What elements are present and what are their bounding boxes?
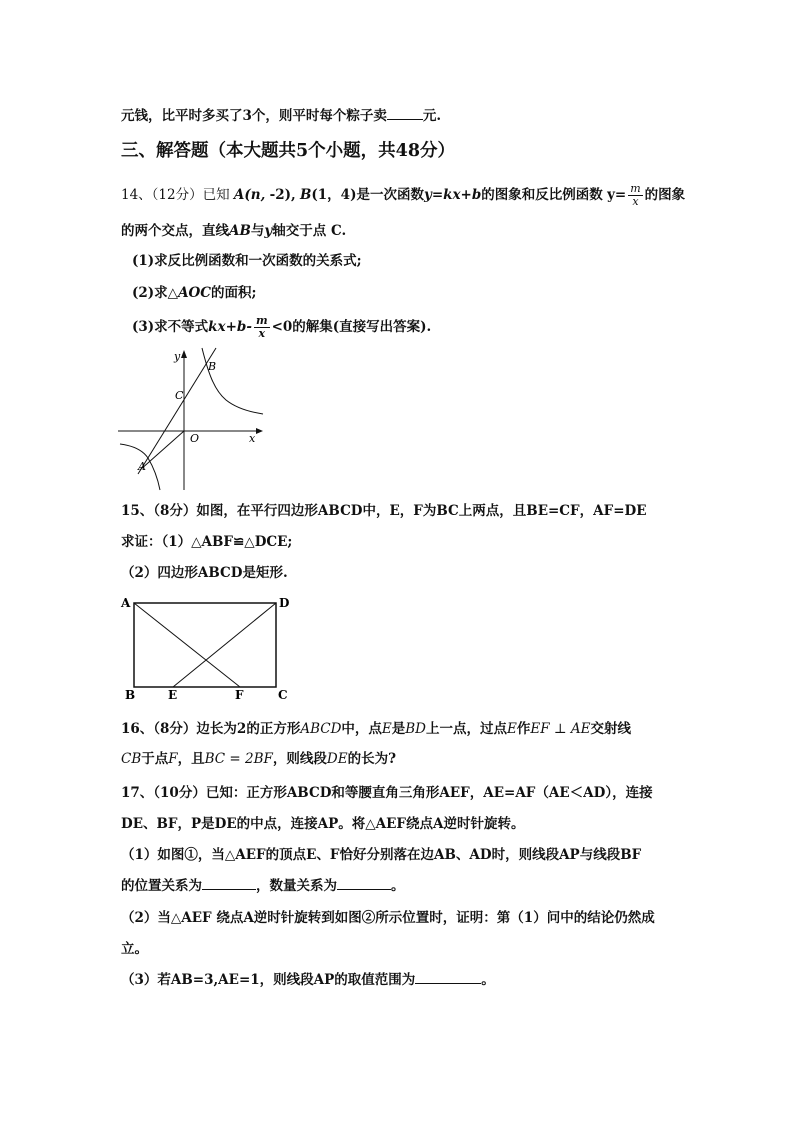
q15-line3: （2）四边形ABCD是矩形. (121, 565, 288, 581)
fraction-numerator: m (255, 314, 268, 327)
q14-line2 (121, 219, 346, 239)
answer-blank (387, 105, 423, 120)
y-axis-arrow (181, 350, 187, 358)
q14-linear-func: y=kx+b (423, 187, 482, 203)
q14-part1: (1)求反比例函数和一次函数的关系式; (132, 253, 362, 269)
q14-line2-b: 与 (250, 223, 265, 239)
q14-y-axis: y (264, 223, 273, 239)
q14-line1 (121, 183, 685, 208)
q16-point-e: E (381, 721, 392, 737)
q17-line3: （1）如图①，当△AEF的顶点E、F恰好分别落在边AB、AD时，则线段AP与线段BF (121, 847, 642, 863)
q17-line4-a: 的位置关系为 (121, 878, 202, 894)
q17-line7-b: 。 (481, 972, 495, 988)
q14-part3 (132, 315, 431, 340)
label-d: D (279, 596, 290, 610)
q14-line-ab: AB (229, 223, 251, 239)
q16-cb: CB (121, 751, 142, 767)
q16-l1-a: 16、（8分）边长为2的正方形 (121, 721, 301, 737)
label-b: B (208, 360, 217, 373)
q16-l1-e: 作 (516, 721, 531, 737)
continuation-line (121, 104, 441, 124)
q14-part3-a: (3)求不等式 (132, 319, 209, 335)
continuation-tail: 元. (422, 108, 442, 124)
q16-line1 (121, 717, 631, 737)
q16-l1-d: 上一点，过点 (426, 721, 508, 737)
q14-number: 14、（12分）已知 (121, 187, 230, 203)
answer-blank (202, 875, 256, 890)
q14-part3-fraction (254, 315, 270, 340)
q16-de: DE (326, 751, 348, 767)
label-c: C (278, 688, 288, 702)
q17-line7-a: （3）若AB=3,AE=1，则线段AP的取值范围为 (121, 972, 416, 988)
label-c: C (175, 389, 184, 402)
q16-l1-f: 交射线 (590, 721, 631, 737)
q14-point-a: A(n, (233, 187, 266, 203)
q16-perp: EF ⊥ AE (530, 721, 591, 737)
q14-mid-text: 的图象和反比例函数 (481, 187, 603, 203)
fraction-numerator: m (630, 182, 641, 195)
q15-rectangle-figure (118, 592, 298, 704)
section-title: 三、解答题（本大题共5个小题，共48分） (121, 141, 456, 161)
label-a: A (121, 596, 131, 610)
q14-part3-b: <0的解集(直接写出答案). (271, 319, 432, 335)
rectangle-abcd (134, 603, 276, 687)
label-x: x (249, 432, 256, 445)
label-b: B (125, 688, 136, 702)
q14-part3-expr: kx+b- (208, 319, 252, 335)
q14-line2-a: 的两个交点，直线 (121, 223, 229, 239)
q16-l1-b: 中，点 (341, 721, 382, 737)
q17-line5: （2）当△AEF 绕点A逆时针旋转到如图②所示位置时，证明：第（1）问中的结论仍然成 (121, 910, 655, 926)
q17-line4-c: 。 (391, 878, 405, 894)
q16-line2 (121, 747, 396, 767)
q16-abcd: ABCD (300, 721, 342, 737)
q16-l2-d: 的长为? (347, 751, 397, 767)
line-ab (138, 348, 216, 474)
q14-fraction (628, 183, 642, 208)
label-f: F (235, 688, 244, 702)
q16-point-f: F (168, 751, 178, 767)
q16-eq: BC = 2BF (204, 751, 273, 767)
q14-point-a-coord: -2), (269, 187, 296, 203)
continuation-text: 元钱，比平时多买了3个，则平时每个粽子卖 (121, 108, 387, 124)
fraction-denominator: x (258, 327, 266, 340)
q17-line6: 立。 (121, 941, 148, 957)
q14-part2 (132, 281, 257, 301)
hyperbola-branch-1 (202, 348, 263, 414)
label-o: O (190, 432, 200, 445)
label-y: y (174, 350, 181, 363)
q14-part2-a: (2)求△ (132, 285, 179, 301)
q14-part2-b: 的面积; (211, 285, 257, 301)
q14-line2-c: 轴交于点 C. (272, 223, 347, 239)
fraction-denominator: x (632, 195, 639, 208)
label-a: A (138, 460, 146, 473)
q16-bd: BD (405, 721, 427, 737)
q17-line1: 17、（10分）已知：正方形ABCD和等腰直角三角形AEF，AE=AF（AE＜AD），连接 (121, 785, 653, 801)
answer-blank (415, 969, 481, 984)
answer-blank (337, 875, 391, 890)
q17-line4 (121, 874, 405, 894)
q15-line1: 15、（8分）如图，在平行四边形ABCD中，E，F为BC上两点，且BE=CF，AF=DE (121, 503, 647, 519)
line-ao (140, 431, 184, 470)
q14-graph-figure (118, 342, 268, 492)
q17-line4-b: ，数量关系为 (256, 878, 337, 894)
q16-point-e2: E (507, 721, 517, 737)
q16-l2-b: ，且 (177, 751, 205, 767)
x-axis-arrow (256, 428, 263, 434)
q14-part2-aoc: AOC (178, 285, 212, 301)
q16-l2-c: ，则线段 (272, 751, 327, 767)
q15-line2: 求证：（1）△ABF≌△DCE; (121, 534, 293, 550)
q14-y-eq: y= (607, 187, 627, 203)
q16-l1-c: 是 (391, 721, 406, 737)
label-e: E (168, 688, 178, 702)
q14-tail: 的图象 (644, 187, 686, 203)
q16-l2-a: 于点 (141, 751, 169, 767)
q14-point-b-text: (1，4)是一次函数 (311, 187, 424, 203)
q17-line7 (121, 968, 495, 988)
q17-line2: DE、BF，P是DE的中点，连接AP。将△AEF绕点A逆时针旋转。 (121, 816, 525, 832)
q14-point-b: B (299, 187, 312, 203)
